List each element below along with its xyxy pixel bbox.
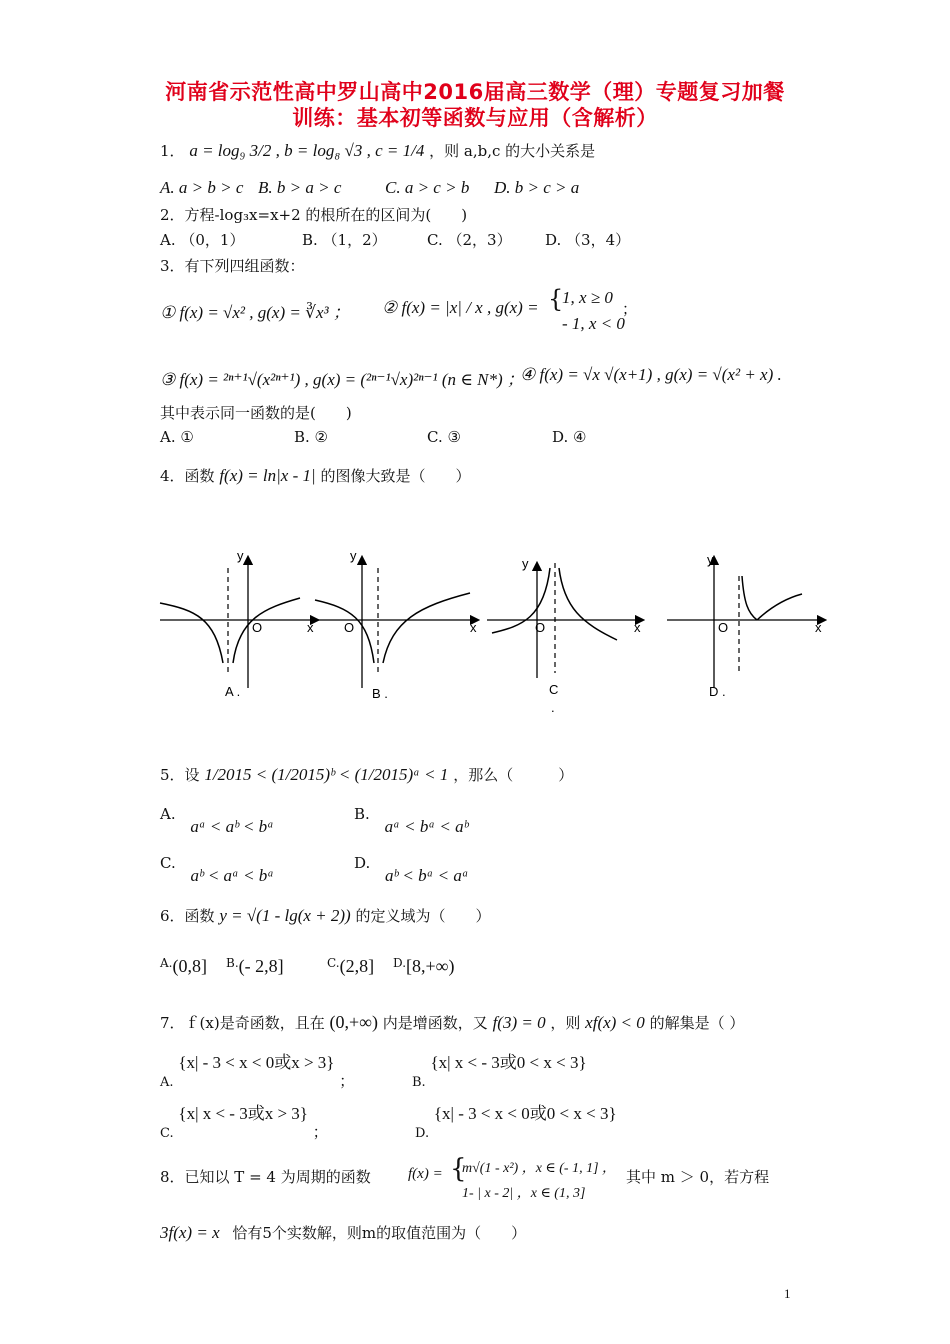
q6-option-a[interactable]	[160, 956, 207, 977]
graph-b-label: B .	[372, 686, 388, 701]
graph-a-y-label: y	[237, 548, 244, 563]
graph-b-y-label: y	[350, 548, 357, 563]
question-5	[160, 764, 573, 785]
q7-option-a[interactable]	[160, 1048, 355, 1090]
q5-option-d-expr: aᵇ < bᵃ < aᵃ	[385, 866, 469, 885]
q5-lead: 5．设	[160, 766, 200, 784]
q3-case-2: - 1, x < 0	[562, 314, 625, 333]
q7-mid2: ，则	[550, 1014, 581, 1032]
q7-option-d[interactable]	[415, 1099, 617, 1141]
q5-option-b-letter: B.	[354, 805, 370, 823]
graph-c-label: C	[549, 682, 559, 697]
q7-mid: 内是增函数，又	[382, 1014, 488, 1032]
q3-case-1: 1, x ≥ 0	[562, 288, 613, 307]
graph-a-label: A .	[225, 684, 241, 699]
q3-group-3: ③ f(x) = ²ⁿ⁺¹√(x²ⁿ⁺¹) , g(x) = (²ⁿ⁻¹√x)²ⁿ⁻¹ (n ∈ N*) ；	[160, 370, 524, 389]
q6-option-a-letter: A.	[160, 956, 173, 970]
q6-expression: y = √(1 - lg(x + 2))	[219, 906, 351, 925]
q4-graph-d[interactable]	[662, 548, 832, 708]
question-3: 3．有下列四组函数：	[160, 257, 305, 275]
q5-option-c-letter: C.	[160, 854, 176, 872]
q3-group-4: ④ f(x) = √x √(x+1) , g(x) = √(x² + x) .	[520, 365, 782, 384]
graph-c-origin: O	[535, 620, 546, 635]
q8-case-2: 1- | x - 2| ，x ∈ (1, 3]	[462, 1186, 586, 1201]
q1-option-b[interactable]: B. b > a > c	[258, 178, 342, 197]
q8-fx: f(x) =	[408, 1166, 443, 1182]
graph-d-label: D .	[709, 684, 726, 699]
graph-c-y-label: y	[522, 556, 529, 571]
graph-b-x-label: x	[470, 620, 477, 635]
q1-option-a[interactable]: A. a > b > c	[160, 178, 244, 197]
graph-a-x-label: x	[307, 620, 314, 635]
graph-d-origin: O	[718, 620, 729, 635]
q3-option-b[interactable]: B. ②	[294, 428, 329, 446]
graph-a-origin: O	[252, 620, 263, 635]
q6-option-b-expr: (- 2,8]	[238, 956, 284, 976]
q8-brace: {	[450, 1154, 467, 1184]
q6-option-b[interactable]	[226, 956, 284, 977]
q7-option-d-letter: D.	[415, 1126, 430, 1141]
q7-option-c-letter: C.	[160, 1126, 174, 1141]
q2-option-d[interactable]: D. （3，4）	[545, 231, 631, 249]
question-1-number: 1．	[160, 142, 185, 160]
q7-tail: 的解集是（ ）	[649, 1014, 745, 1032]
q5-option-b[interactable]	[354, 804, 469, 836]
question-2: 2．方程-log₃x=x+2 的根所在的区间为( )	[160, 206, 468, 224]
q2-option-c[interactable]: C. （2，3）	[427, 231, 512, 249]
q6-option-c[interactable]	[327, 956, 374, 977]
q5-option-c-expr: aᵇ < aᵃ < bᵃ	[190, 866, 275, 885]
q6-lead: 6．函数	[160, 907, 215, 925]
q1-option-c[interactable]: C. a > c > b	[385, 178, 470, 197]
q8-line-2-tail: 恰有5个实数解，则m的取值范围为（ ）	[232, 1224, 527, 1242]
q3-group-2-end: ；	[622, 300, 638, 318]
q6-option-d-letter: D.	[393, 956, 407, 970]
q7-option-c-expr: {x| x < - 3或x > 3}	[178, 1104, 308, 1123]
q5-expression: 1/2015 < (1/2015)ᵇ < (1/2015)ᵃ < 1	[204, 765, 449, 784]
q3-group-1: ① f(x) = √x² , g(x) = ∛x³ ；	[160, 303, 350, 322]
q5-option-a-letter: A.	[160, 805, 176, 823]
q7-option-a-expr: {x| - 3 < x < 0或x > 3}	[178, 1053, 335, 1072]
q7-lead: 7．ｆ(x)是奇函数，且在	[160, 1014, 325, 1032]
q6-option-d[interactable]	[393, 956, 455, 977]
q3-option-a[interactable]: A. ①	[160, 428, 194, 446]
question-4	[160, 465, 470, 486]
q4-graph-a[interactable]	[155, 548, 325, 708]
title-line-2: 训练：基本初等函数与应用（含解析）	[292, 106, 658, 130]
q7-option-b-expr: {x| x < - 3或0 < x < 3}	[430, 1053, 587, 1072]
q5-option-d-letter: D.	[354, 854, 371, 872]
q8-lead: 8．已知以 T = 4 为周期的函数	[160, 1168, 371, 1186]
q8-tail: 其中 m ＞ 0，若方程	[626, 1168, 770, 1186]
q7-option-b[interactable]	[412, 1048, 587, 1090]
q7-option-c-end: ；	[312, 1123, 328, 1141]
q6-option-c-letter: C.	[327, 956, 340, 970]
q7-condition: f(3) = 0	[492, 1013, 546, 1032]
q4-expression: f(x) = ln|x - 1|	[219, 466, 316, 485]
q2-option-a[interactable]: A. （0，1）	[160, 231, 245, 249]
graph-b-origin: O	[344, 620, 355, 635]
q7-option-a-letter: A.	[160, 1075, 174, 1090]
q6-option-c-expr: (2,8]	[339, 956, 375, 976]
q3-group-2: ② f(x) = |x| / x , g(x) =	[382, 298, 539, 317]
q6-tail: 的定义域为（ ）	[355, 907, 491, 925]
q5-option-c[interactable]	[160, 853, 275, 885]
question-6	[160, 905, 491, 926]
q3-option-d[interactable]: D. ④	[552, 428, 587, 446]
q6-option-a-expr: (0,8]	[172, 956, 207, 976]
q7-inequality: xf(x) < 0	[585, 1013, 645, 1032]
q7-interval: (0,+∞)	[329, 1012, 378, 1032]
q7-option-b-letter: B.	[412, 1075, 426, 1090]
q1-option-d[interactable]: D. b > c > a	[494, 178, 580, 197]
q2-option-b[interactable]: B. （1，2）	[302, 231, 387, 249]
question-1-expression: a = log₉ 3/2 , b = log₈ √3 , c = 1/4	[189, 141, 425, 160]
q8-equation: 3f(x) = x	[160, 1223, 220, 1242]
q7-option-c[interactable]	[160, 1099, 328, 1141]
question-1	[160, 140, 595, 161]
graph-c-x-label: x	[634, 620, 641, 635]
q4-lead: 4．函数	[160, 467, 215, 485]
title-line-1: 河南省示范性高中罗山高中2016届高三数学（理）专题复习加餐	[165, 80, 785, 104]
graph-d-y-label: y	[707, 552, 714, 567]
page-number: 1	[784, 1286, 791, 1301]
q6-option-d-expr: [8,+∞)	[406, 956, 455, 976]
q3-brace: {	[548, 285, 564, 313]
question-7	[160, 1012, 744, 1033]
graph-d-x-label: x	[815, 620, 822, 635]
q4-tail: 的图像大致是（ ）	[320, 467, 471, 485]
q8-case-1: m√(1 - x²) ，x ∈ (- 1, 1] ，	[462, 1161, 617, 1176]
q5-option-d[interactable]	[354, 853, 469, 885]
q6-option-b-letter: B.	[226, 956, 239, 970]
q3-question: 其中表示同一函数的是( )	[160, 404, 352, 422]
q5-option-b-expr: aᵃ < bᵃ < aᵇ	[384, 817, 469, 836]
q5-tail: ，那么（ ）	[453, 766, 574, 784]
question-1-tail: ，则 a,b,c 的大小关系是	[429, 142, 596, 160]
q3-option-c[interactable]: C. ③	[427, 428, 461, 446]
q5-option-a-expr: aᵃ < aᵇ < bᵃ	[190, 817, 274, 836]
q5-option-a[interactable]	[160, 804, 274, 836]
q4-graph-c[interactable]	[482, 548, 652, 723]
q7-option-a-end: ；	[339, 1072, 355, 1090]
graph-c-label-dot: .	[551, 700, 555, 715]
q8-line-2	[160, 1222, 526, 1243]
q7-option-d-expr: {x| - 3 < x < 0或0 < x < 3}	[433, 1104, 617, 1123]
q4-graph-b[interactable]	[310, 548, 485, 708]
